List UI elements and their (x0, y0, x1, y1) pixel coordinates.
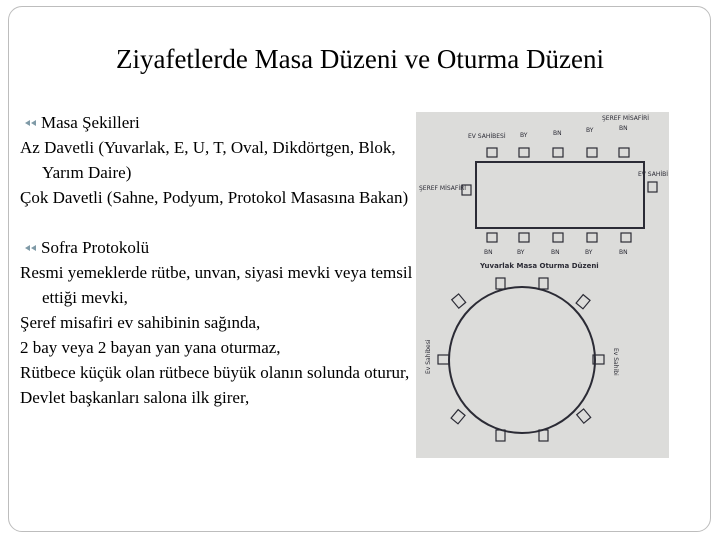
section-heading-label: Masa Şekilleri (41, 113, 140, 132)
rect-label: ŞEREF MİSAFİRİ (602, 115, 650, 122)
rect-label: BN (551, 249, 560, 256)
rect-label: BN (553, 130, 562, 137)
section-heading-sofra (20, 235, 415, 260)
seating-diagram-image (416, 112, 669, 458)
slide-content (20, 110, 415, 410)
bullet-icon (24, 118, 38, 128)
rect-label: BY (517, 249, 525, 256)
rectangular-table (476, 162, 644, 228)
round-label: Ev Sahibesi (425, 339, 432, 374)
list-item: Devlet başkanları salona ilk girer, (20, 388, 250, 407)
rect-label: BN (619, 249, 628, 256)
round-seats (438, 278, 604, 441)
rect-label: BY (520, 132, 528, 139)
list-item: Rütbece küçük olan rütbece büyük olanın solunda oturur, (20, 363, 410, 382)
list-item: Çok Davetli (Sahne, Podyum, Protokol Masasına Bakan) (20, 188, 409, 207)
rect-label: BY (585, 249, 593, 256)
rect-label: BY (586, 127, 594, 134)
round-table-title: Yuvarlak Masa Oturma Düzeni (480, 262, 599, 270)
bullet-icon (24, 243, 38, 253)
round-table (449, 287, 595, 433)
list-item: Şeref misafiri ev sahibinin sağında, (20, 313, 261, 332)
rect-label: BN (619, 125, 628, 132)
slide-title: Ziyafetlerde Masa Düzeni ve Oturma Düzeni (115, 44, 605, 74)
rect-label: EV SAHİBESİ (468, 133, 506, 140)
list-item: Resmi yemeklerde rütbe, unvan, siyasi mevki veya temsil ettiği mevki, (20, 263, 413, 307)
rect-label: EV SAHİBİ (638, 171, 668, 178)
seating-diagram (416, 112, 669, 458)
section-heading-masa (20, 110, 415, 135)
list-item: 2 bay veya 2 bayan yan yana oturmaz, (20, 338, 281, 357)
rect-label: BN (484, 249, 493, 256)
section-heading-label: Sofra Protokolü (41, 238, 150, 257)
list-item: Az Davetli (Yuvarlak, E, U, T, Oval, Dikdörtgen, Blok, Yarım Daire) (20, 138, 396, 182)
rect-label: ŞEREF MİSAFİRİ (419, 185, 467, 192)
round-label: Ev Sahibi (612, 348, 619, 376)
